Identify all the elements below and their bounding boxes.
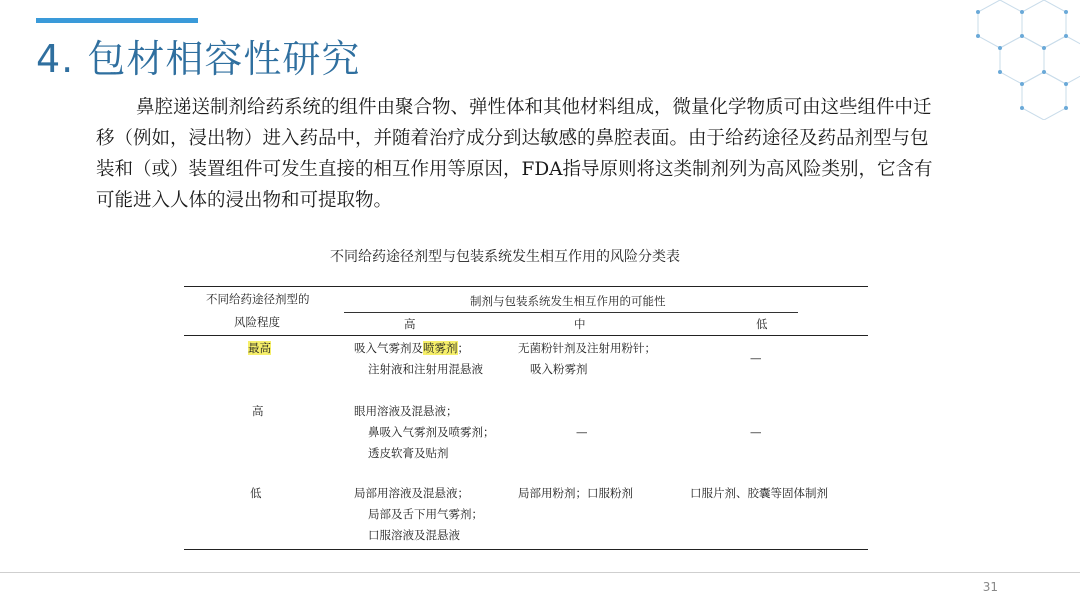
table-cell-mid: 局部用粉剂；口服粉剂 [518,486,633,500]
table-cell-high: 透皮软膏及贴剂 [368,446,449,460]
table-cell-high: 吸入气雾剂及喷雾剂； [354,341,469,355]
column-header-low: 低 [756,317,768,331]
table-cell-high: 鼻吸入气雾剂及喷雾剂； [368,425,495,439]
paragraph-line: 可能进入人体的浸出物和可提取物。 [96,190,393,211]
risk-level: 最高 [248,341,271,355]
footer-divider [0,572,1080,573]
table-cell-high: 口服溶液及混悬液 [368,528,460,542]
body-paragraph [96,92,1016,216]
table-cell-low: 口服片剂、胶囊等固体制剂 [690,486,828,500]
column-header-mid: 中 [574,317,586,331]
table-bottom-rule [184,549,868,550]
table-caption: 不同给药途径剂型与包装系统发生相互作用的风险分类表 [330,249,680,265]
paragraph-line: 装和（或）装置组件可发生直接的相互作用等原因，FDA指导原则将这类制剂列为高风险类别，它含有 [96,159,933,180]
table-cell-high: 眼用溶液及混悬液； [354,404,458,418]
table-cell-low: — [750,351,762,365]
risk-level: 高 [252,404,264,418]
header-row-label: 不同给药途径剂型的 [206,292,310,306]
table-subheader-rule [344,312,798,313]
page-number: 31 [982,580,998,594]
table-cell-low: — [750,425,762,439]
paragraph-line: 移（例如，浸出物）进入药品中，并随着治疗成分到达敏感的鼻腔表面。由于给药途径及药品剂型与包 [96,128,929,149]
title-accent-bar [36,18,198,23]
risk-level: 低 [250,486,262,500]
table-cell-high: 局部用溶液及混悬液； [354,486,469,500]
table-cell-high: 注射液和注射用混悬液 [368,362,483,376]
table-top-rule [184,286,868,287]
table-header-rule [184,335,868,336]
header-row-label: 风险程度 [234,315,280,329]
risk-classification-table [184,286,868,550]
table-cell-high: 局部及舌下用气雾剂； [368,507,483,521]
slide-title: 4. 包材相容性研究 [36,37,361,81]
column-header-high: 高 [404,317,416,331]
header-group-label: 制剂与包装系统发生相互作用的可能性 [470,294,666,308]
paragraph-line: 鼻腔递送制剂给药系统的组件由聚合物、弹性体和其他材料组成，微量化学物质可由这些组件中迁 [136,97,932,118]
table-cell-mid: 吸入粉雾剂 [530,362,588,376]
table-cell-mid: — [576,425,588,439]
table-cell-mid: 无菌粉针剂及注射用粉针； [518,341,656,355]
